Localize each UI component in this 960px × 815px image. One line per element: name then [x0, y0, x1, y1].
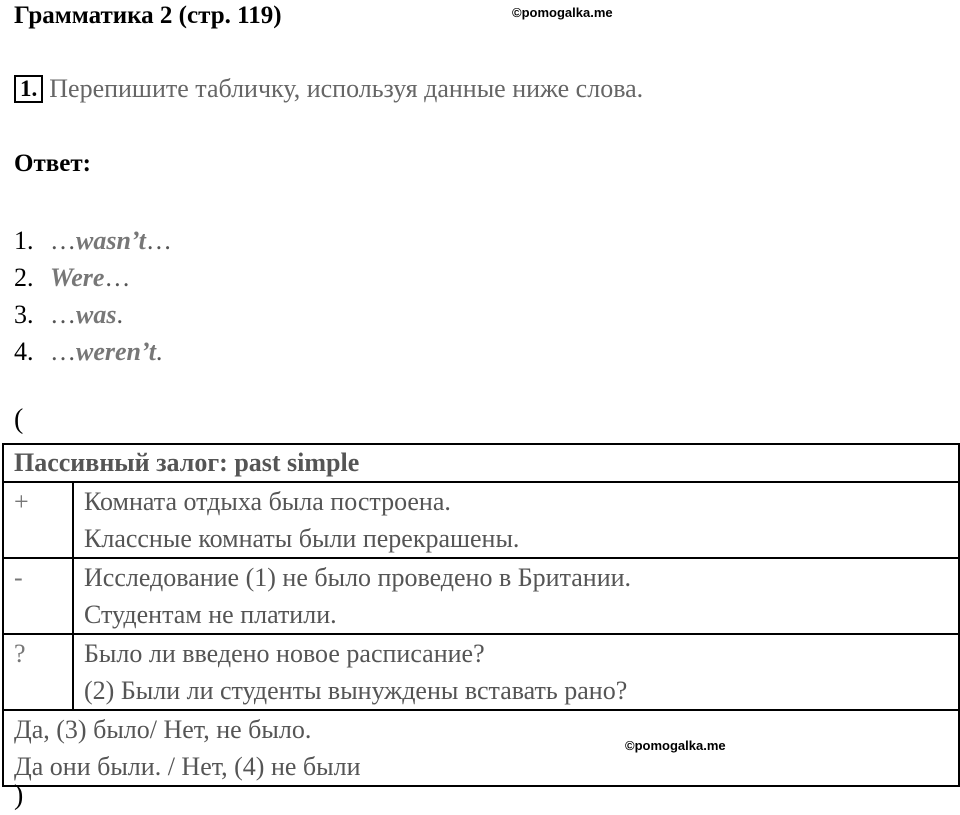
table-footer	[3, 710, 959, 786]
answer-list	[14, 222, 172, 370]
list-item-number: 2.	[14, 263, 34, 292]
answer-label: Ответ:	[14, 150, 91, 177]
task-text: Перепишите табличку, используя данные ниже слова.	[49, 74, 644, 103]
row-line: Студентам не платили.	[84, 600, 337, 629]
watermark: ©pomogalka.me	[512, 5, 613, 20]
row-content	[73, 634, 959, 710]
list-item-suffix: .	[155, 337, 163, 366]
row-symbol: +	[3, 482, 73, 558]
footer-line: Да они были. / Нет, (4) не были	[14, 752, 361, 781]
open-parenthesis: (	[14, 404, 24, 435]
list-item-answer: weren’t	[76, 337, 156, 366]
list-item-number: 3.	[14, 300, 34, 329]
list-item-prefix: …	[50, 337, 76, 366]
list-item	[14, 333, 172, 370]
list-item-answer: wasn’t	[76, 226, 146, 255]
list-item-answer: Were	[50, 263, 105, 292]
list-item-prefix: …	[50, 226, 76, 255]
row-content	[73, 482, 959, 558]
row-line: Классные комнаты были перекрашены.	[84, 524, 520, 553]
table-row	[3, 482, 959, 558]
row-line: Комната отдыха была построена.	[84, 487, 451, 516]
list-item	[14, 222, 172, 259]
grammar-table	[2, 443, 960, 787]
table-row	[3, 634, 959, 710]
row-symbol: -	[3, 558, 73, 634]
list-item-suffix: …	[104, 263, 131, 292]
list-item-suffix: .	[116, 300, 123, 329]
row-line: Исследование (1) не было проведено в Британии.	[84, 563, 632, 592]
close-parenthesis: )	[14, 780, 24, 811]
row-line: Было ли введено новое расписание?	[84, 639, 485, 668]
list-item-suffix: …	[145, 226, 172, 255]
table-heading: Пассивный залог: past simple	[3, 444, 959, 482]
list-item-number: 1.	[14, 226, 34, 255]
row-content	[73, 558, 959, 634]
list-item-answer: was	[76, 300, 117, 329]
row-symbol: ?	[3, 634, 73, 710]
list-item	[14, 259, 172, 296]
list-item-prefix: …	[50, 300, 76, 329]
footer-line: Да, (3) было/ Нет, не было.	[14, 715, 312, 744]
list-item	[14, 296, 172, 333]
page-title: Грамматика 2 (стр. 119)	[14, 2, 282, 29]
task-statement	[14, 72, 643, 106]
watermark: ©pomogalka.me	[625, 738, 726, 753]
task-number: 1.	[14, 75, 43, 103]
table-row	[3, 444, 959, 482]
table-row	[3, 558, 959, 634]
table-row	[3, 710, 959, 786]
list-item-number: 4.	[14, 337, 34, 366]
row-line: (2) Были ли студенты вынуждены вставать рано?	[84, 676, 628, 705]
